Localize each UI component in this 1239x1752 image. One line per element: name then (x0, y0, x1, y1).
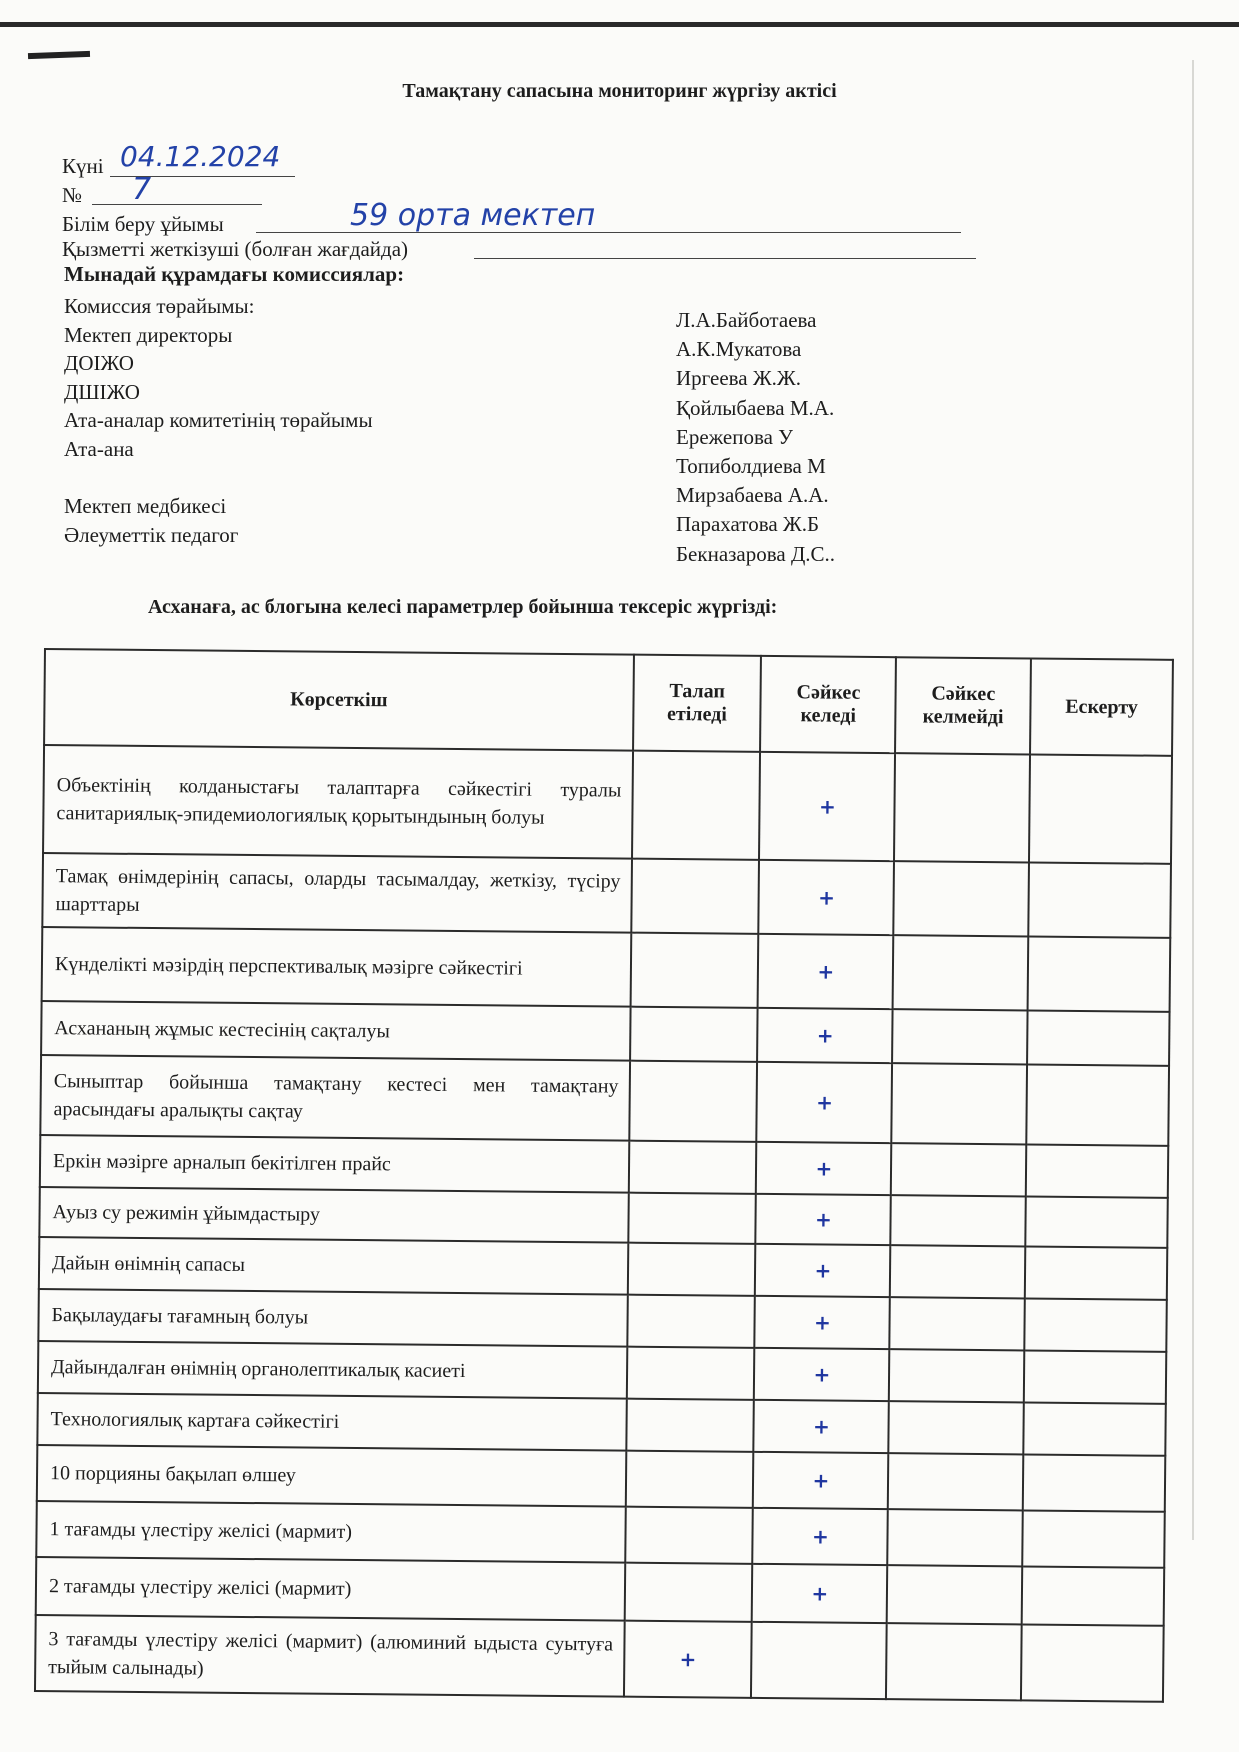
note-cell (1025, 1246, 1167, 1299)
compliant-mark: + (759, 752, 895, 861)
document-title: Тамақтану сапасына мониторинг жүргізу актісі (402, 80, 837, 102)
member-name: Топиболдиева М (676, 453, 826, 478)
indicator-cell: Күнделікті мәзірдің перспективалық мәзірге сәйкестігі (42, 927, 631, 1007)
noncompliant-cell (893, 935, 1029, 1010)
note-cell (1029, 754, 1172, 863)
number-underline (92, 204, 262, 205)
indicator-cell: 3 тағамды үлестіру желісі (мармит) (алюминий ыдыста суытуға тыйым салынады) (35, 1615, 624, 1697)
compliant-mark: + (755, 1296, 890, 1349)
indicator-cell: Бақылаудағы тағамның болуы (38, 1289, 627, 1347)
role-item (64, 464, 373, 493)
noncompliant-cell (894, 861, 1030, 936)
member-name: Ережепова У (676, 424, 794, 449)
noncompliant-cell (889, 1349, 1024, 1402)
scan-top-edge (0, 22, 1239, 27)
note-cell (1028, 862, 1171, 937)
member-name: Қойлыбаева М.А. (676, 395, 835, 420)
member-name: А.К.Мукатова (676, 337, 802, 362)
org-label: Білім беру ұйымы (62, 212, 224, 236)
note-cell (1026, 1064, 1169, 1145)
note-cell (1023, 1454, 1165, 1511)
member-name: Парахатова Ж.Б (676, 512, 820, 537)
compliant-mark: + (758, 1008, 893, 1063)
indicator-cell: Тамақ өнімдерінің сапасы, оларды тасымалдау, жеткізу, түсіру шарттары (42, 853, 631, 933)
compliant-mark: + (754, 1348, 889, 1401)
required-cell (628, 1141, 756, 1194)
required-cell (630, 1007, 758, 1062)
date-label: Күні (62, 154, 104, 178)
indicator-cell: 10 порцияны бақылап өлшеу (37, 1445, 626, 1507)
noncompliant-cell (890, 1297, 1025, 1350)
noncompliant-cell (892, 1009, 1027, 1064)
number-label: № (62, 183, 83, 207)
indicator-cell: Дайын өнімнің сапасы (39, 1237, 628, 1295)
noncompliant-cell (891, 1143, 1026, 1196)
noncompliant-cell (886, 1623, 1022, 1700)
compliant-mark: + (756, 1194, 891, 1245)
required-cell (624, 1563, 752, 1622)
indicator-cell: Объектінің колданыстағы талаптарға сәйкестігі туралы санитариялық-эпидемиологиялық қорытындының болуы (43, 745, 633, 859)
required-cell (627, 1295, 755, 1348)
note-cell (1024, 1298, 1166, 1351)
compliant-mark: + (755, 1244, 890, 1297)
note-cell (1024, 1350, 1166, 1403)
compliant-cell (751, 1622, 887, 1699)
role-item: Ата-ана (64, 436, 134, 461)
column-header-required: Талап етіледі (633, 655, 762, 752)
number-value: 7 (132, 172, 152, 207)
inspection-table (34, 648, 1174, 1703)
noncompliant-cell (890, 1245, 1025, 1298)
note-cell (1021, 1624, 1164, 1701)
role-item: ДОІЖО (64, 351, 134, 376)
required-cell (625, 1451, 753, 1508)
note-cell (1022, 1510, 1164, 1567)
column-header-noncompliant: Сәйкес келмейді (895, 657, 1031, 754)
member-name: Иргеева Ж.Ж. (676, 366, 801, 391)
role-item: Мектеп медбикесі (64, 494, 227, 519)
noncompliant-cell (888, 1509, 1023, 1566)
member-name: Л.А.Байботаева (676, 308, 817, 332)
provider-label: Қызметті жеткізуші (болған жағдайда) (62, 237, 409, 261)
compliant-mark: + (624, 1621, 753, 1698)
indicator-cell: 2 тағамды үлестіру желісі (мармит) (36, 1557, 625, 1621)
role-item: Мектеп директоры (64, 322, 233, 347)
required-cell (630, 933, 759, 1008)
commission-heading: Мынадай құрамдағы комиссиялар: (64, 262, 405, 286)
indicator-cell: Сыныптар бойынша тамақтану кестесі мен тамақтану арасындағы аралықты сақтау (40, 1055, 629, 1141)
compliant-mark: + (757, 1062, 893, 1143)
indicator-cell: Ауыз су режимін ұйымдастыру (39, 1187, 628, 1243)
noncompliant-cell (894, 753, 1030, 862)
compliant-mark: + (752, 1564, 887, 1623)
note-cell (1026, 1144, 1168, 1197)
compliant-mark: + (759, 860, 895, 935)
member-name: Бекназарова Д.С.. (676, 541, 836, 566)
compliant-mark: + (753, 1508, 888, 1565)
commission-names (676, 306, 835, 569)
commission-roles (64, 292, 373, 549)
role-item: Әлеуметтік педагог (64, 522, 239, 547)
required-cell (626, 1399, 754, 1452)
table-row (42, 853, 1171, 938)
compliant-mark: + (758, 934, 894, 1009)
required-cell (628, 1193, 756, 1244)
column-header-compliant: Сәйкес келеді (761, 656, 897, 753)
column-header-indicator: Көрсеткіш (44, 649, 634, 751)
indicator-cell: Еркін мәзірге арналып бекітілген прайс (40, 1135, 629, 1193)
date-value: 04.12.2024 (120, 140, 281, 173)
compliant-mark: + (753, 1452, 888, 1509)
required-cell (625, 1507, 753, 1564)
member-name: Мирзабаева А.А. (676, 483, 829, 508)
required-cell (626, 1347, 754, 1400)
table-row (35, 1615, 1164, 1702)
role-item: Ата-аналар комитетінің төрайымы (64, 408, 373, 433)
indicator-cell: Асхананың жұмыс кестесінің сақталуы (41, 1001, 630, 1061)
compliant-mark: + (754, 1400, 889, 1453)
column-header-note: Ескерту (1030, 658, 1173, 755)
scan-mark (28, 51, 90, 59)
table-row (36, 1557, 1165, 1626)
noncompliant-cell (892, 1063, 1028, 1144)
note-cell (1027, 1010, 1169, 1065)
indicator-cell: Технологиялық картаға сәйкестігі (37, 1393, 626, 1451)
table-row (40, 1055, 1169, 1146)
compliant-mark: + (756, 1142, 891, 1195)
note-cell (1028, 936, 1171, 1011)
noncompliant-cell (889, 1401, 1024, 1454)
indicator-cell: 1 тағамды үлестіру желісі (мармит) (36, 1501, 625, 1563)
noncompliant-cell (888, 1453, 1023, 1510)
bleed-through-rule (1192, 60, 1194, 1540)
required-cell (632, 751, 761, 860)
table-row (42, 927, 1171, 1012)
indicator-cell: Дайындалған өнімнің органолептикалық касиеті (38, 1341, 627, 1399)
note-cell (1022, 1566, 1164, 1625)
noncompliant-cell (891, 1195, 1026, 1246)
role-item: Комиссия төрайымы: (64, 294, 255, 318)
required-cell (627, 1243, 755, 1296)
table-header-row (44, 649, 1173, 756)
org-value: 59 орта мектеп (350, 198, 596, 233)
note-cell (1025, 1196, 1167, 1247)
noncompliant-cell (887, 1565, 1022, 1624)
required-cell (631, 859, 760, 934)
note-cell (1023, 1402, 1165, 1455)
table-row (43, 745, 1172, 864)
required-cell (629, 1061, 758, 1142)
role-item: ДШІЖО (64, 379, 140, 404)
section-heading: Асханаға, ас блогына келесі параметрлер бойынша тексеріс жүргізді: (148, 596, 778, 618)
provider-underline (474, 258, 976, 259)
